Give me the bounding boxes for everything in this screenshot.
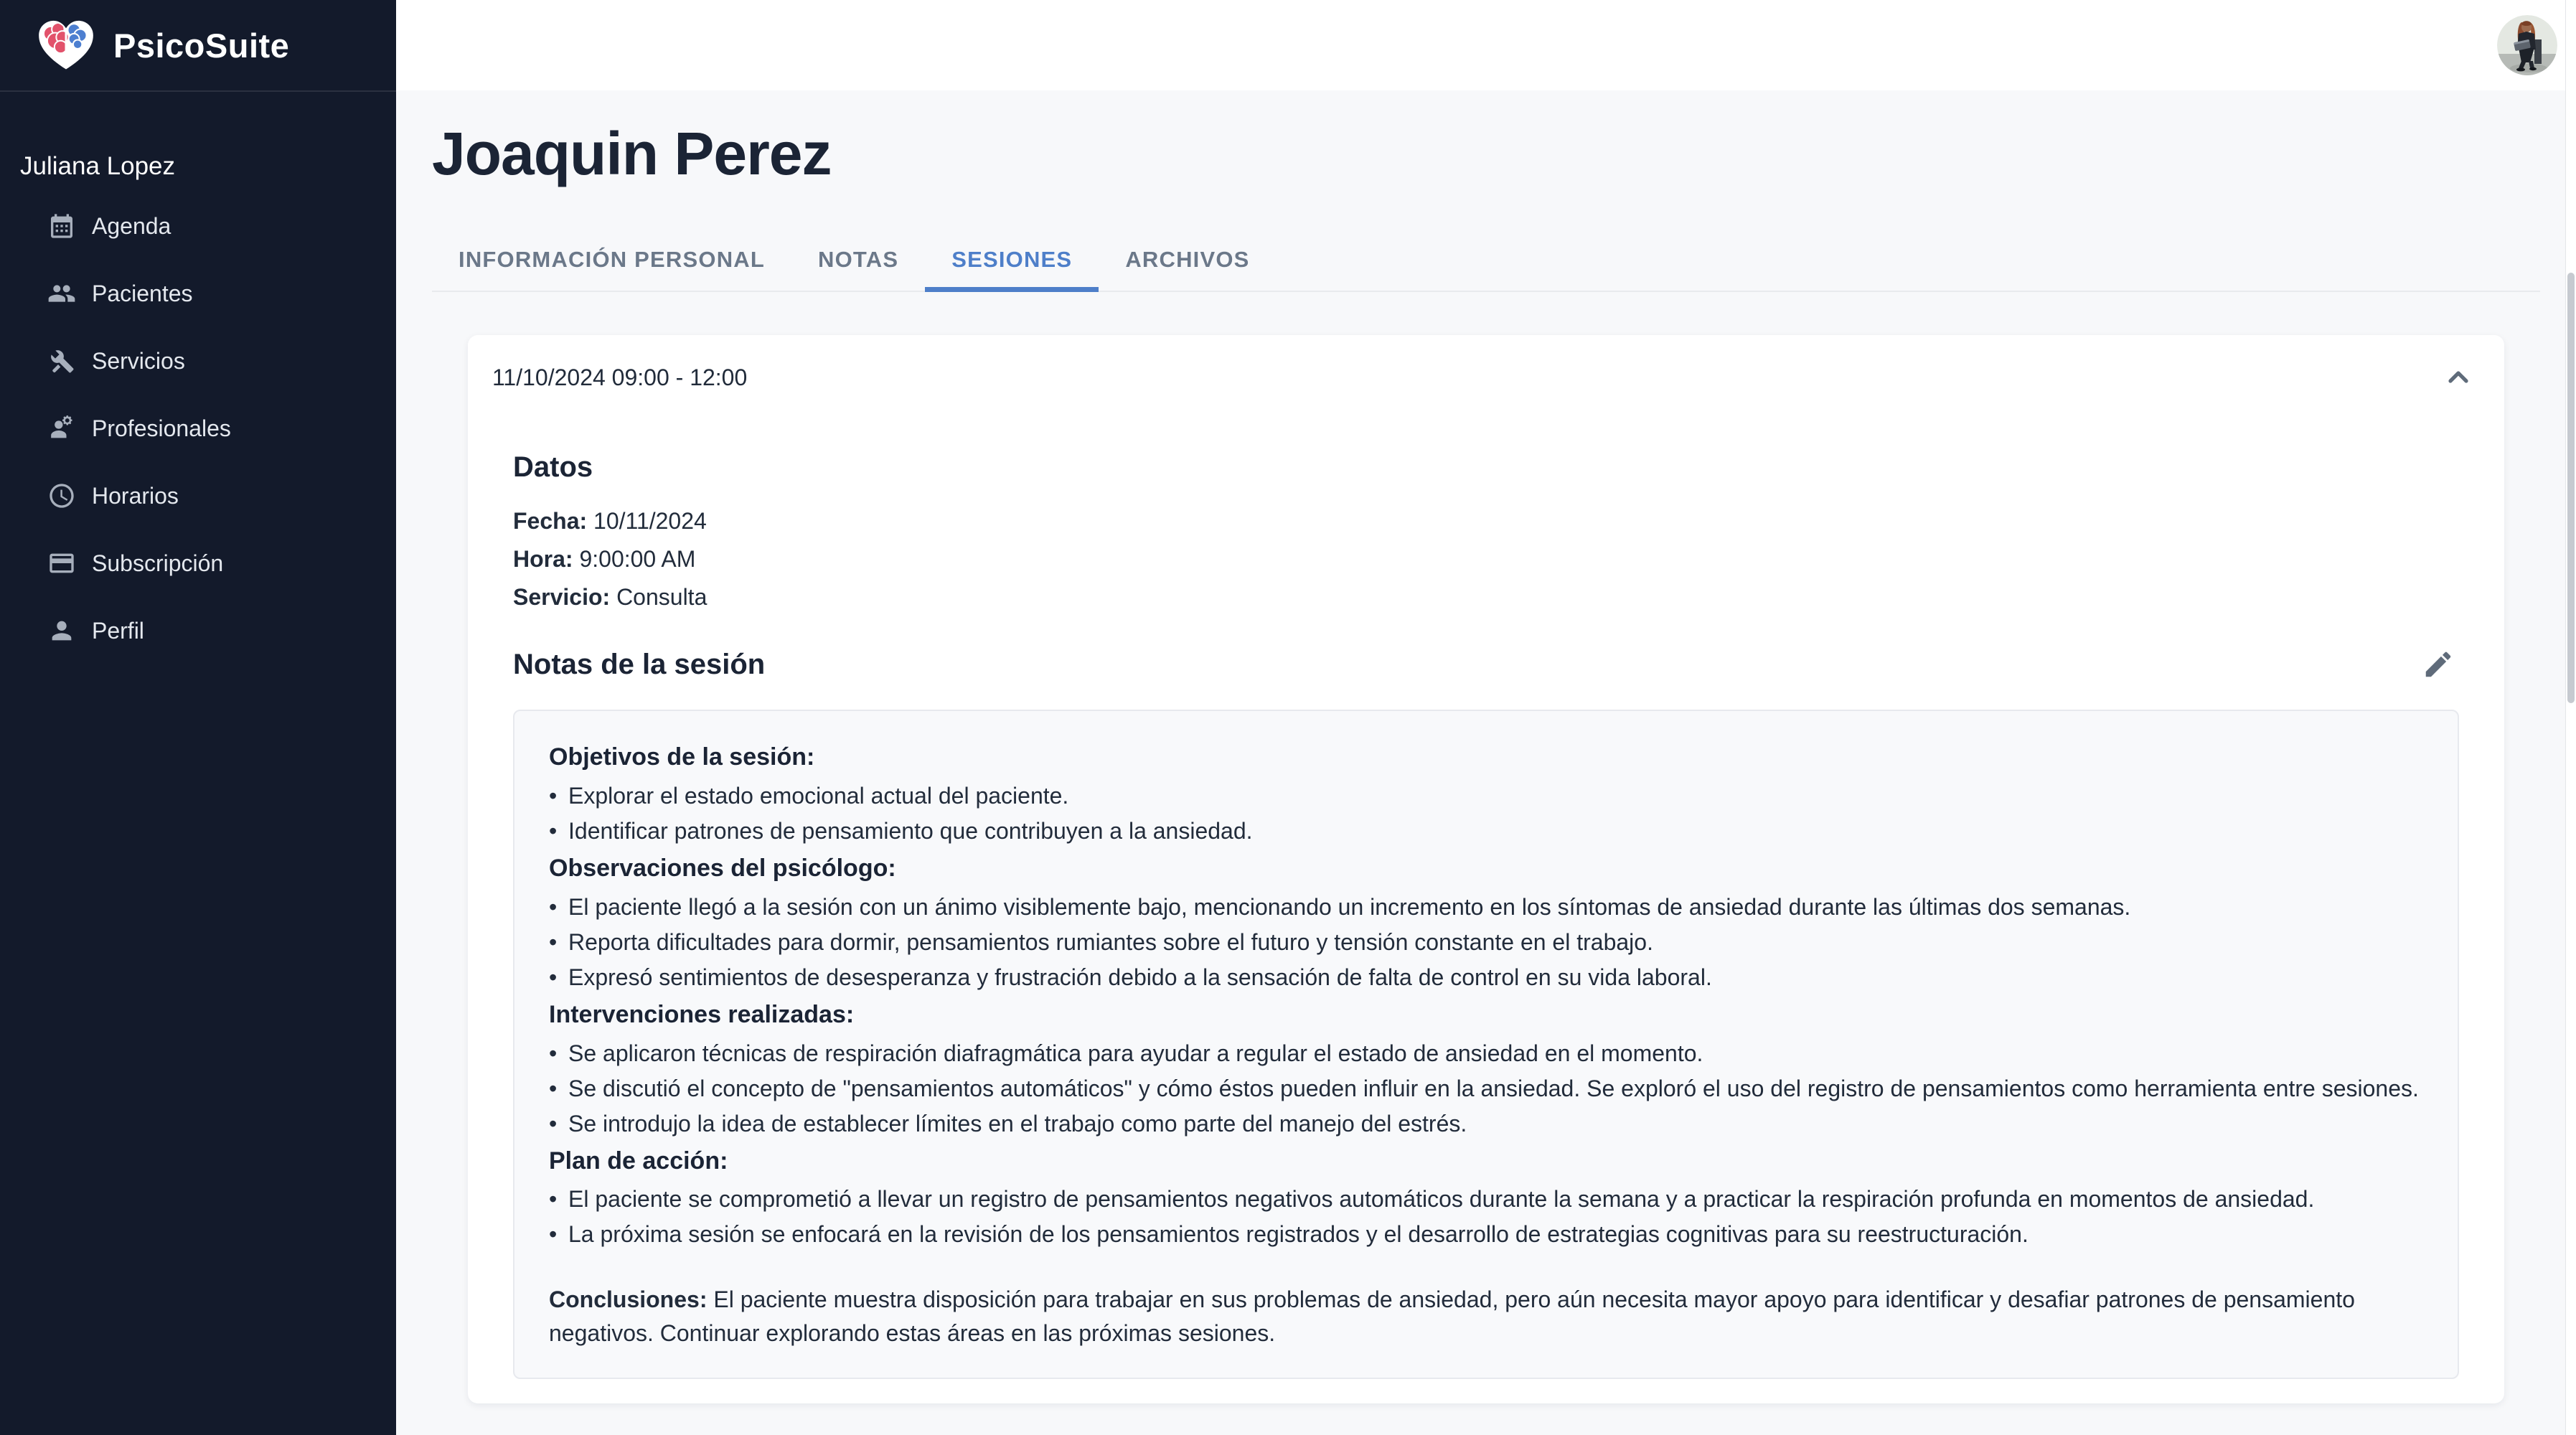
sidebar-item-pacientes[interactable] — [0, 260, 396, 327]
page-scrollbar-thumb[interactable] — [2567, 273, 2575, 703]
patients-icon — [47, 279, 76, 308]
note-bullet: • Expresó sentimientos de desesperanza y frustración debido a la sensación de falta de control en su vida laboral. — [549, 961, 2429, 994]
user-avatar[interactable] — [2497, 15, 2557, 75]
patient-tabs — [432, 229, 2540, 292]
card-icon — [47, 549, 76, 578]
session-field — [513, 502, 2459, 540]
chevron-up-icon — [2441, 360, 2476, 395]
notes-header-row — [513, 644, 2459, 685]
person-icon — [47, 616, 76, 645]
note-bullet: • Explorar el estado emocional actual del paciente. — [549, 779, 2429, 813]
note-heading: Intervenciones realizadas: — [549, 1000, 855, 1028]
sidebar-item-label: Perfil — [92, 617, 144, 644]
sidebar-item-horarios[interactable] — [0, 462, 396, 530]
note-bullet: • Se aplicaron técnicas de respiración diafragmática para ayudar a regular el estado de ansiedad en el momento. — [549, 1037, 2429, 1071]
patient-page — [396, 90, 2576, 1435]
sidebar-item-label: Profesionales — [92, 415, 231, 441]
tab-informacion-personal[interactable]: INFORMACIÓN PERSONAL — [459, 247, 765, 273]
session-accordion-header[interactable] — [468, 335, 2504, 420]
notes-section-title: Notas de la sesión — [513, 648, 766, 680]
collapse-session-button[interactable] — [2437, 356, 2480, 399]
topbar — [396, 0, 2576, 90]
tab-notas[interactable]: NOTAS — [818, 247, 899, 273]
professionals-icon — [47, 414, 76, 443]
session-field — [513, 578, 2459, 616]
note-bullet: • El paciente llegó a la sesión con un ánimo visiblemente bajo, mencionando un incremento en los síntomas de ansiedad durante las últimas dos semanas. — [549, 890, 2429, 924]
avatar-photo — [2497, 15, 2557, 75]
datos-section-title: Datos — [513, 451, 593, 484]
field-label: Servicio: — [513, 584, 611, 611]
calendar-icon — [47, 212, 76, 240]
note-heading: Plan de acción: — [549, 1147, 728, 1175]
tab-sesiones[interactable]: SESIONES — [925, 229, 1099, 291]
sidebar-item-servicios[interactable] — [0, 327, 396, 395]
brand-name: PsicoSuite — [113, 26, 290, 65]
conclusions-label: Conclusiones: — [549, 1286, 708, 1313]
sidebar-user-name: Juliana Lopez — [20, 152, 175, 180]
clock-icon — [47, 481, 76, 510]
sidebar-item-label: Horarios — [92, 482, 179, 509]
field-value: Consulta — [616, 584, 708, 611]
sidebar-item-profesionales[interactable] — [0, 395, 396, 462]
sidebar-item-label: Subscripción — [92, 550, 224, 576]
note-heading: Objetivos de la sesión: — [549, 743, 815, 771]
sidebar-item-perfil[interactable] — [0, 597, 396, 664]
page-title: Joaquin Perez — [432, 120, 832, 187]
note-bullet: • La próxima sesión se enfocará en la revisión de los pensamientos registrados y el desarrollo de estrategias cognitivas para su reestructuración. — [549, 1218, 2429, 1251]
note-bullet: • Se introdujo la idea de establecer límites en el trabajo como parte del manejo del estrés. — [549, 1107, 2429, 1141]
main-area — [396, 0, 2576, 1435]
note-conclusions: Conclusiones: El paciente muestra disposición para trabajar en sus problemas de ansiedad, pero aún necesita mayor apoyo para identificar y desafiar patrones de pensamiento negativos. Continuar explorando estas áreas en las próximas sesiones. — [549, 1286, 2355, 1347]
session-time-range: 11/10/2024 09:00 - 12:00 — [492, 364, 748, 390]
note-heading: Observaciones del psicólogo: — [549, 855, 896, 883]
field-label: Hora: — [513, 546, 573, 573]
sidebar-nav — [0, 192, 396, 664]
session-field — [513, 540, 2459, 578]
brand-header[interactable] — [0, 0, 396, 92]
session-details — [468, 451, 2504, 1379]
note-bullet: • Se discutió el concepto de "pensamientos automáticos" y cómo éstos pueden influir en la ansiedad. Se exploró el uso del registro de pensamientos como herramienta entre sesiones. — [549, 1072, 2429, 1106]
sidebar-item-label: Servicios — [92, 347, 185, 374]
edit-notes-button[interactable] — [2417, 644, 2459, 685]
sidebar-item-label: Agenda — [92, 212, 171, 239]
edit-pencil-icon — [2422, 648, 2455, 681]
field-value: 10/11/2024 — [593, 508, 707, 535]
field-value: 9:00:00 AM — [579, 546, 696, 573]
session-notes-box — [513, 710, 2459, 1379]
session-card — [468, 335, 2504, 1403]
page-scrollbar-track[interactable] — [2565, 0, 2576, 1435]
note-bullet: • El paciente se comprometió a llevar un registro de pensamientos negativos automáticos durante la semana y a practicar la respiración profunda en momentos de ansiedad. — [549, 1182, 2429, 1216]
tab-archivos[interactable]: ARCHIVOS — [1125, 247, 1250, 273]
sidebar-item-agenda[interactable] — [0, 192, 396, 260]
note-bullet: • Identificar patrones de pensamiento que contribuyen a la ansiedad. — [549, 814, 2429, 848]
services-icon — [47, 347, 76, 375]
session-fields — [513, 502, 2459, 616]
heart-brain-logo-icon — [37, 19, 95, 71]
sidebar — [0, 0, 396, 1435]
sidebar-item-label: Pacientes — [92, 280, 193, 306]
sidebar-item-subscripcion[interactable] — [0, 530, 396, 597]
field-label: Fecha: — [513, 508, 588, 535]
note-bullet: • Reporta dificultades para dormir, pensamientos rumiantes sobre el futuro y tensión constante en el trabajo. — [549, 926, 2429, 959]
